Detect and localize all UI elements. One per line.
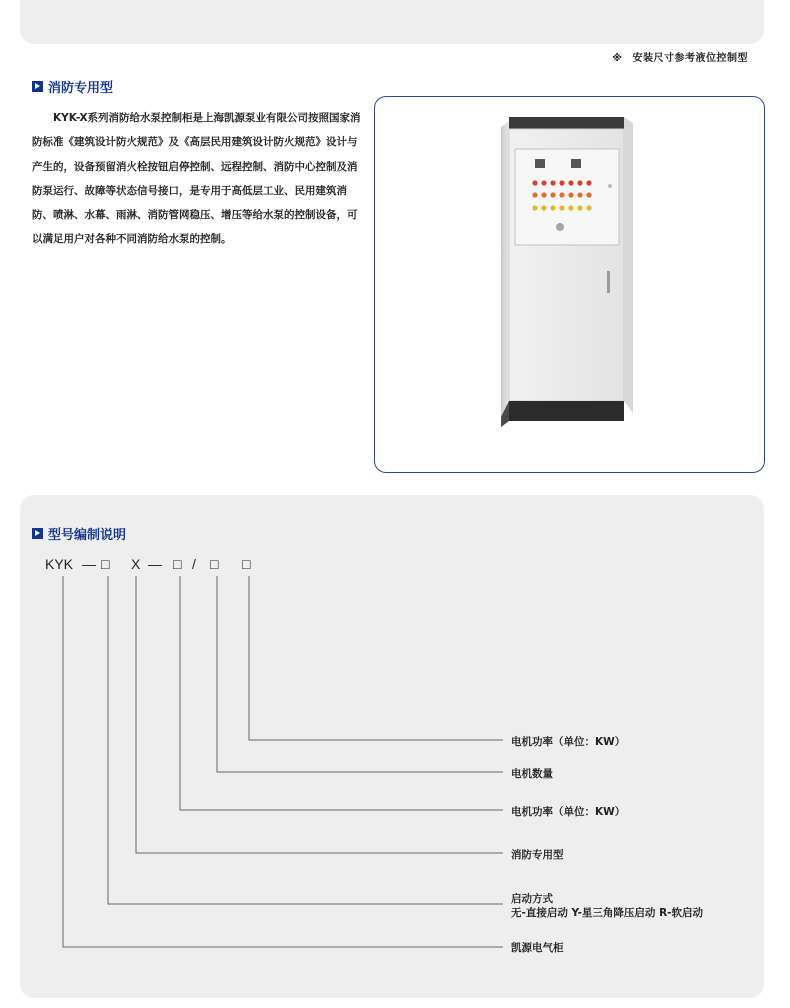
note-text: 安装尺寸参考液位控制型 — [632, 53, 748, 64]
code-box-power: □ — [173, 556, 182, 572]
label-fire-type: 消防专用型 — [511, 849, 564, 861]
label-power-last: 电机功率（单位：KW） — [511, 736, 626, 748]
code-box-start: □ — [101, 556, 110, 572]
leader-line-motor-count — [217, 576, 503, 772]
leader-line-cabinet — [63, 576, 503, 947]
section-title: 型号编制说明 — [48, 528, 127, 543]
code-box-power-2: □ — [242, 556, 251, 572]
code-slash: / — [192, 556, 196, 572]
note-mark: ※ — [612, 53, 623, 64]
code-box-count: □ — [210, 556, 219, 572]
section-title: 消防专用型 — [48, 81, 114, 96]
code-dash-1: — — [82, 556, 96, 572]
label-start-mode-title: 启动方式 — [511, 893, 553, 905]
code-kyk: KYK — [45, 556, 74, 572]
intro-paragraph: KYK-X系列消防给水泵控制柜是上海凯源泵业有限公司按照国家消防标准《建筑设计防火规范》及《高层民用建筑设计防火规范》设计与产生的，设备预留消火栓按钮启停控制、远程控制、消防中心控制及消防泵运行、故障等状态信号接口，是专用于高低层工业、民用建筑消防、喷淋、水幕、雨淋、消防管网稳压、增压等给水泵的控制设备，可以满足用户对各种不同消防给水泵的控制。 — [32, 112, 361, 246]
leader-line-power-last — [249, 576, 503, 740]
label-cabinet: 凯源电气柜 — [511, 942, 564, 954]
leader-line-fire-type — [136, 576, 503, 853]
code-x: X — [131, 556, 141, 572]
code-dash-2: — — [148, 556, 162, 572]
leader-line-power-first — [180, 576, 503, 810]
label-power-first: 电机功率（单位：KW） — [511, 806, 626, 818]
label-motor-count: 电机数量 — [511, 768, 553, 780]
label-start-mode-options: 无-直接启动 Y-星三角降压启动 R-软启动 — [511, 907, 704, 919]
